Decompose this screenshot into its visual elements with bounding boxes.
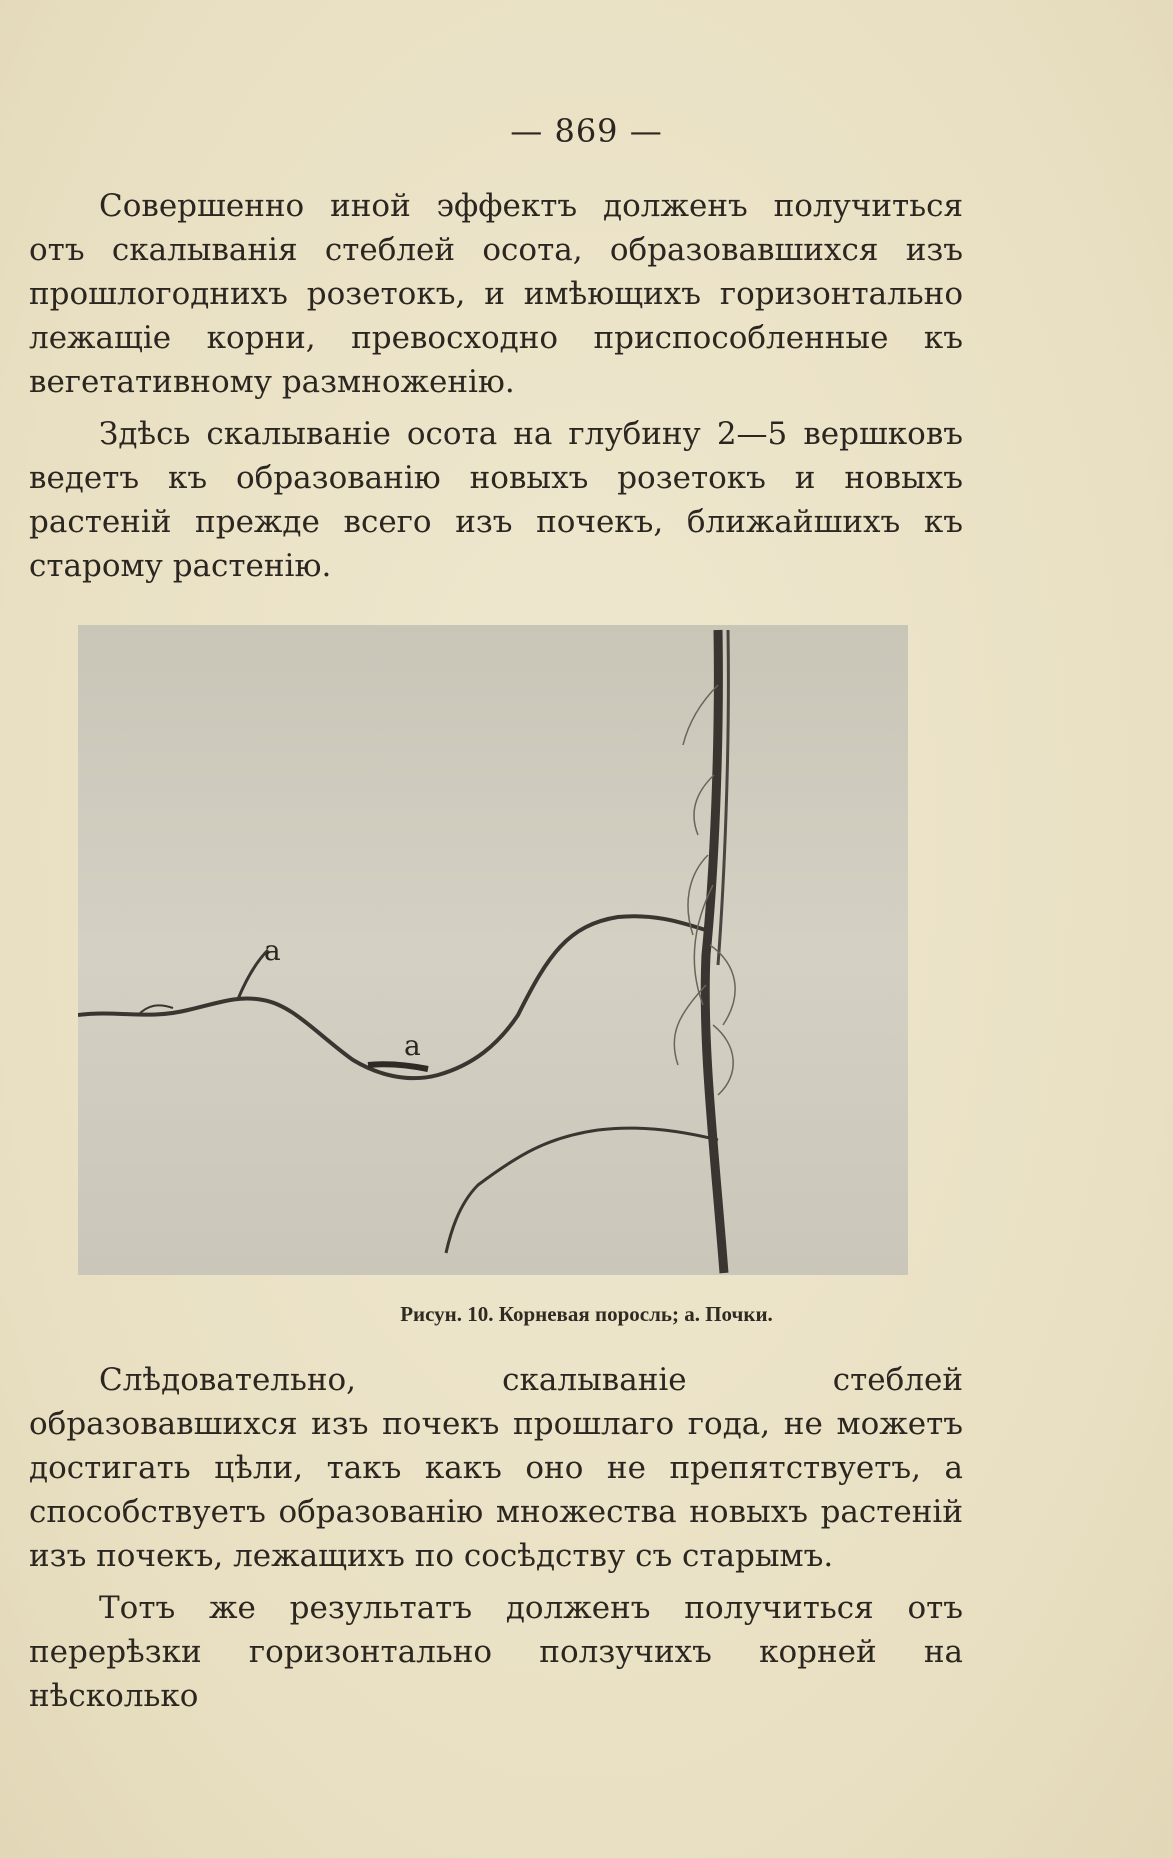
paragraph-3-text: Слѣдовательно, скалываніе стеблей образовавшихся изъ почекъ прошлаго года, не можетъ достигать цѣли, такъ какъ оно не препятствуетъ, а способствуетъ образованію множества новыхъ растеній изъ почекъ, лежащихъ по сосѣдству съ старымъ. [29,1362,963,1574]
figure-caption: Рисун. 10. Корневая поросль; а. Почки. [400,1302,773,1326]
root-photo [78,625,908,1275]
root-figure [78,625,908,1275]
paragraph-2 [29,412,963,588]
page-number: — 869 — [510,112,663,150]
paragraph-4 [29,1586,963,1718]
paragraph-1 [29,184,963,404]
paragraph-2-text: Здѣсь скалываніе осота на глубину 2—5 вершковъ ведетъ къ образованію новыхъ розетокъ и новыхъ растеній прежде всего изъ почекъ, ближайшихъ къ старому растенію. [29,416,963,584]
figure-label-a-1: a [264,934,281,967]
photo-background [78,625,908,1275]
figure-label-a-2: a [404,1029,421,1062]
paragraph-3 [29,1358,963,1578]
paragraph-4-text: Тотъ же результатъ долженъ получиться отъ перерѣзки горизонтально ползучихъ корней на нѣсколько [29,1590,963,1714]
paragraph-1-text: Совершенно иной эффектъ долженъ получиться отъ скалыванія стеблей осота, образовавшихся изъ прошлогоднихъ розетокъ, и имѣющихъ горизонтально лежащіе корни, превосходно приспособленные къ вегетативному размноженію. [29,188,963,400]
